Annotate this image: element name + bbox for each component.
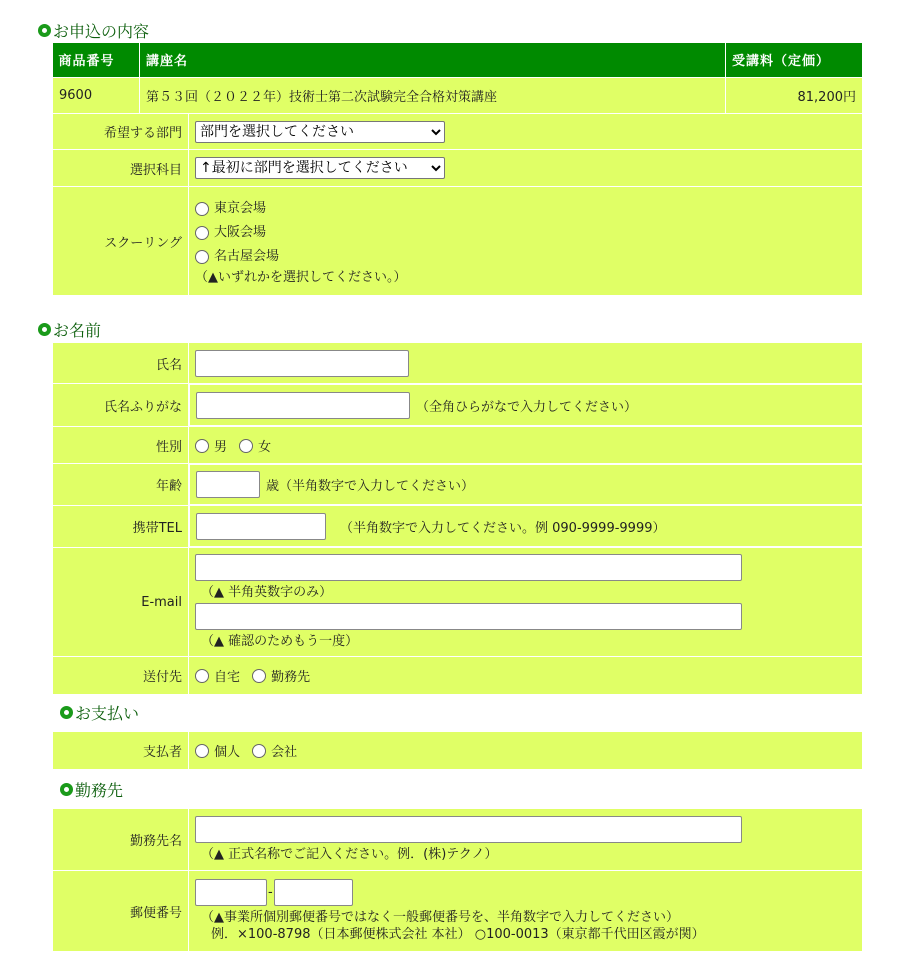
- product-number: 9600: [53, 77, 140, 113]
- destination-option-label: 自宅: [214, 670, 241, 685]
- subject-select[interactable]: [195, 157, 445, 179]
- mobile-row: [53, 505, 863, 548]
- schooling-option-nagoya[interactable]: [195, 245, 856, 269]
- table-header-row: [53, 43, 863, 77]
- section-title-text: お名前: [53, 321, 102, 340]
- schooling-row: [53, 187, 863, 296]
- gender-option-male[interactable]: [195, 440, 227, 455]
- header-product-number: 商品番号: [53, 43, 140, 77]
- name-input[interactable]: [195, 350, 409, 377]
- department-row: [53, 114, 863, 150]
- age-note: 歳（半角数字で入力してください）: [266, 479, 475, 494]
- schooling-note: （▲いずれかを選択してください。）: [195, 270, 407, 285]
- radio-home[interactable]: [195, 669, 209, 683]
- payer-option-label: 会社: [271, 745, 298, 760]
- furigana-input[interactable]: [196, 392, 410, 419]
- postal-example: 例．×100-8798（日本郵便株式会社 本社） ○100-0013（東京都千代田区霞が関）: [211, 927, 705, 942]
- subject-label: 選択科目: [53, 150, 189, 187]
- email-label: E-mail: [53, 548, 189, 657]
- company-label: 勤務先名: [53, 809, 189, 871]
- schooling-option-label: 東京会場: [214, 201, 267, 216]
- schooling-option-osaka[interactable]: [195, 221, 856, 245]
- bullet-ring-icon: [38, 24, 51, 37]
- destination-row: [53, 657, 863, 695]
- name-row: [53, 343, 863, 384]
- destination-option-home[interactable]: [195, 670, 240, 685]
- gender-label: 性別: [53, 427, 189, 464]
- gender-row: [53, 427, 863, 464]
- destination-option-label: 勤務先: [271, 670, 311, 685]
- destination-label: 送付先: [53, 657, 189, 695]
- postal-note: （▲事業所個別郵便番号ではなく一般郵便番号を、半角数字で入力してください）: [201, 910, 679, 925]
- payer-row: [53, 732, 863, 770]
- schooling-option-label: 名古屋会場: [214, 249, 280, 264]
- payer-option-individual[interactable]: [195, 745, 240, 760]
- workplace-table: [52, 808, 863, 952]
- radio-company[interactable]: [252, 744, 266, 758]
- radio-male[interactable]: [195, 439, 209, 453]
- furigana-label: 氏名ふりがな: [53, 384, 189, 427]
- schooling-label: スクーリング: [53, 187, 189, 296]
- radio-osaka[interactable]: [195, 226, 209, 240]
- schooling-option-tokyo[interactable]: [195, 197, 856, 221]
- department-label: 希望する部門: [53, 114, 189, 150]
- email-row: [53, 548, 863, 657]
- age-row: [53, 464, 863, 506]
- email-confirm-note: （▲ 確認のためもう一度）: [201, 634, 359, 649]
- furigana-note: （全角ひらがなで入力してください）: [416, 399, 638, 415]
- name-table: [52, 342, 863, 695]
- department-select[interactable]: [195, 121, 445, 143]
- name-label: 氏名: [53, 343, 189, 384]
- destination-option-work[interactable]: [252, 670, 310, 685]
- postal-row: [53, 871, 863, 952]
- postal-separator: -: [268, 885, 273, 900]
- bullet-ring-icon: [38, 323, 51, 336]
- email-confirm-input[interactable]: [195, 603, 742, 630]
- header-fee: 受講料（定価）: [726, 43, 863, 77]
- radio-individual[interactable]: [195, 744, 209, 758]
- company-input[interactable]: [195, 816, 742, 843]
- radio-tokyo[interactable]: [195, 202, 209, 216]
- age-label: 年齢: [53, 464, 189, 506]
- furigana-row: [53, 384, 863, 427]
- email-note: （▲ 半角英数字のみ）: [201, 585, 333, 600]
- product-name: 第５３回（２０２２年）技術士第二次試験完全合格対策講座: [140, 77, 726, 113]
- gender-option-label: 男: [214, 439, 228, 455]
- subject-row: [53, 150, 863, 187]
- company-note: （▲ 正式名称でご記入ください。例．(株)テクノ）: [201, 847, 498, 862]
- radio-nagoya[interactable]: [195, 250, 209, 264]
- mobile-label: 携帯TEL: [53, 505, 189, 548]
- postal-code-second-input[interactable]: [274, 879, 353, 906]
- payer-option-company[interactable]: [252, 745, 297, 760]
- payer-option-label: 個人: [214, 745, 241, 760]
- application-table: [52, 43, 863, 114]
- schooling-option-label: 大阪会場: [214, 225, 267, 240]
- payment-table: [52, 731, 863, 770]
- product-row: [53, 77, 863, 113]
- email-input[interactable]: [195, 554, 742, 581]
- application-options-table: [52, 113, 863, 296]
- section-title-payment: [60, 701, 139, 724]
- header-course-name: 講座名: [140, 43, 726, 77]
- postal-code-first-input[interactable]: [195, 879, 267, 906]
- bullet-ring-icon: [60, 783, 73, 796]
- postal-label: 郵便番号: [53, 871, 189, 952]
- section-title-workplace: [60, 778, 123, 801]
- radio-female[interactable]: [239, 439, 253, 453]
- section-title-text: お支払い: [75, 704, 140, 723]
- age-input[interactable]: [196, 471, 260, 498]
- product-price: 81,200円: [726, 77, 863, 113]
- bullet-ring-icon: [60, 706, 73, 719]
- section-title-text: 勤務先: [75, 781, 124, 800]
- company-row: [53, 809, 863, 871]
- section-title-application: [38, 19, 149, 42]
- gender-option-female[interactable]: [239, 440, 271, 455]
- mobile-note: （半角数字で入力してください。例 090-9999-9999）: [340, 520, 666, 536]
- radio-work[interactable]: [252, 669, 266, 683]
- payer-label: 支払者: [53, 732, 189, 770]
- section-title-name: [38, 318, 101, 341]
- section-title-text: お申込の内容: [53, 22, 150, 41]
- gender-option-label: 女: [258, 439, 272, 455]
- mobile-input[interactable]: [196, 513, 326, 540]
